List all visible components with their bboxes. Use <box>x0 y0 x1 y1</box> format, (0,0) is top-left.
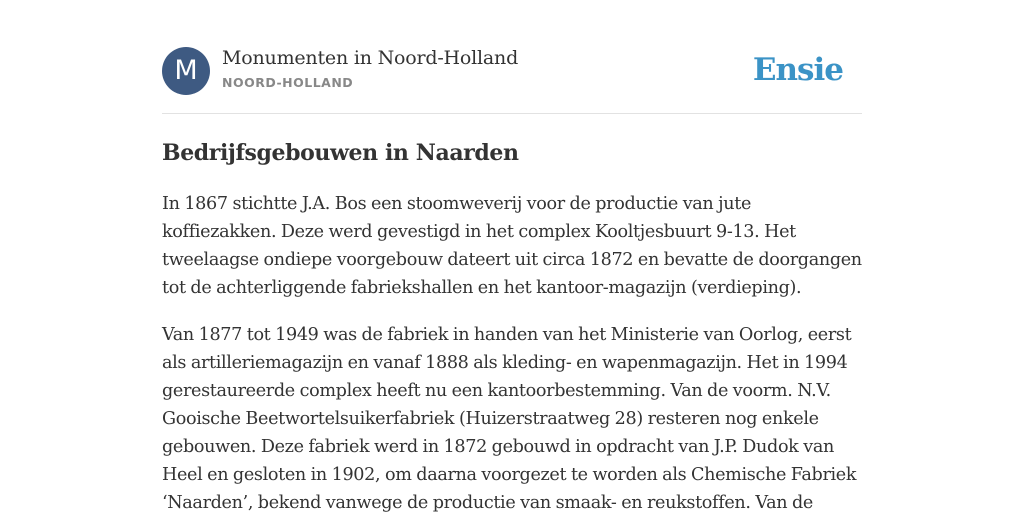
paragraph-line: koffiezakken. Deze werd gevestigd in het complex Kooltjesbuurt 9-13. Het <box>162 222 796 242</box>
paragraph-line: als artilleriemagazijn en vanaf 1888 als kleding- en wapenmagazijn. Het in 1994 <box>162 353 848 373</box>
paragraph-line: ‘Naarden’, bekend vanwege de productie van smaak- en reukstoffen. Van de <box>162 493 813 512</box>
paragraph-line: tweelaagse ondiepe voorgebouw dateert uit circa 1872 en bevatte de doorgangen <box>162 250 862 270</box>
ensie-logo[interactable]: Ensie <box>752 52 843 88</box>
source-avatar[interactable]: M <box>162 47 210 95</box>
paragraph-line: Van 1877 tot 1949 was de fabriek in handen van het Ministerie van Oorlog, eerst <box>162 325 852 345</box>
paragraph-line: gebouwen. Deze fabriek werd in 1872 gebouwd in opdracht van J.P. Dudok van <box>162 437 834 457</box>
paragraph-line: Heel en gesloten in 1902, om daarna voorgezet te worden als Chemische Fabriek <box>162 465 857 485</box>
article-paragraph-2 <box>162 321 862 512</box>
paragraph-line: tot de achterliggende fabriekshallen en het kantoor-magazijn (verdieping). <box>162 278 802 298</box>
paragraph-line: gerestaureerde complex heeft nu een kantoorbestemming. Van de voorm. N.V. <box>162 381 831 401</box>
source-title-link[interactable]: Monumenten in Noord-Holland <box>222 47 519 69</box>
article-title: Bedrijfsgebouwen in Naarden <box>162 140 519 166</box>
source-subtitle: NOORD-HOLLAND <box>222 75 354 90</box>
source-header <box>162 46 862 114</box>
paragraph-line: In 1867 stichtte J.A. Bos een stoomweverij voor de productie van jute <box>162 194 752 214</box>
paragraph-line: Gooische Beetwortelsuikerfabriek (Huizerstraatweg 28) resteren nog enkele <box>162 409 819 429</box>
article-paragraph-1 <box>162 190 862 302</box>
